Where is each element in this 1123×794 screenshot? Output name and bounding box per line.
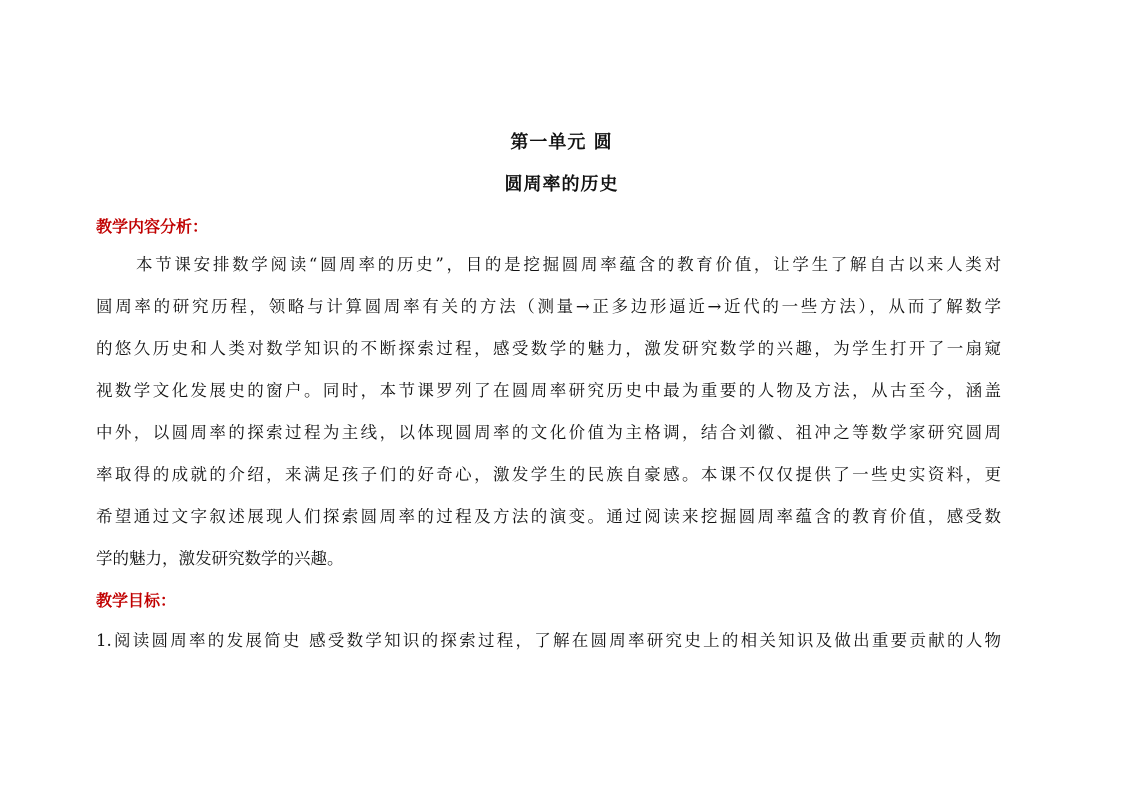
paragraph-line: 中外，以圆周率的探索过程为主线，以体现圆周率的文化价值为主格调，结合刘徽、祖冲之等数学家研究圆周 xyxy=(96,423,1001,442)
paragraph-line: 希望通过文字叙述展现人们探索圆周率的过程及方法的演变。通过阅读来挖掘圆周率蕴含的教育价值，感受数 xyxy=(96,507,1001,526)
objective-item: 1.阅读圆周率的发展简史 感受数学知识的探索过程，了解在圆周率研究史上的相关知识及做出重要贡献的人物 xyxy=(96,631,1001,650)
paragraph-line: 率取得的成就的介绍，来满足孩子们的好奇心，激发学生的民族自豪感。本课不仅仅提供了一些史实资料，更 xyxy=(96,465,1001,484)
paragraph-line: 的悠久历史和人类对数学知识的不断探索过程，感受数学的魅力，激发研究数学的兴趣，为学生打开了一扇窥 xyxy=(96,339,1001,358)
paragraph-line: 圆周率的研究历程，领略与计算圆周率有关的方法（测量→正多边形逼近→近代的一些方法），从而了解数学 xyxy=(96,297,1001,316)
content-analysis-heading: 教学内容分析： xyxy=(96,217,209,236)
paragraph-line: 本节课安排数学阅读“圆周率的历史”，目的是挖掘圆周率蕴含的教育价值，让学生了解自古以来人类对 xyxy=(136,255,1001,274)
lesson-title: 圆周率的历史 xyxy=(504,174,619,195)
unit-title: 第一单元 圆 xyxy=(510,132,613,153)
paragraph-line: 学的魅力，激发研究数学的兴趣。 xyxy=(96,549,344,568)
objectives-heading: 教学目标： xyxy=(96,591,177,610)
paragraph-line: 视数学文化发展史的窗户。同时，本节课罗列了在圆周率研究历史中最为重要的人物及方法，从古至今，涵盖 xyxy=(96,381,1001,400)
